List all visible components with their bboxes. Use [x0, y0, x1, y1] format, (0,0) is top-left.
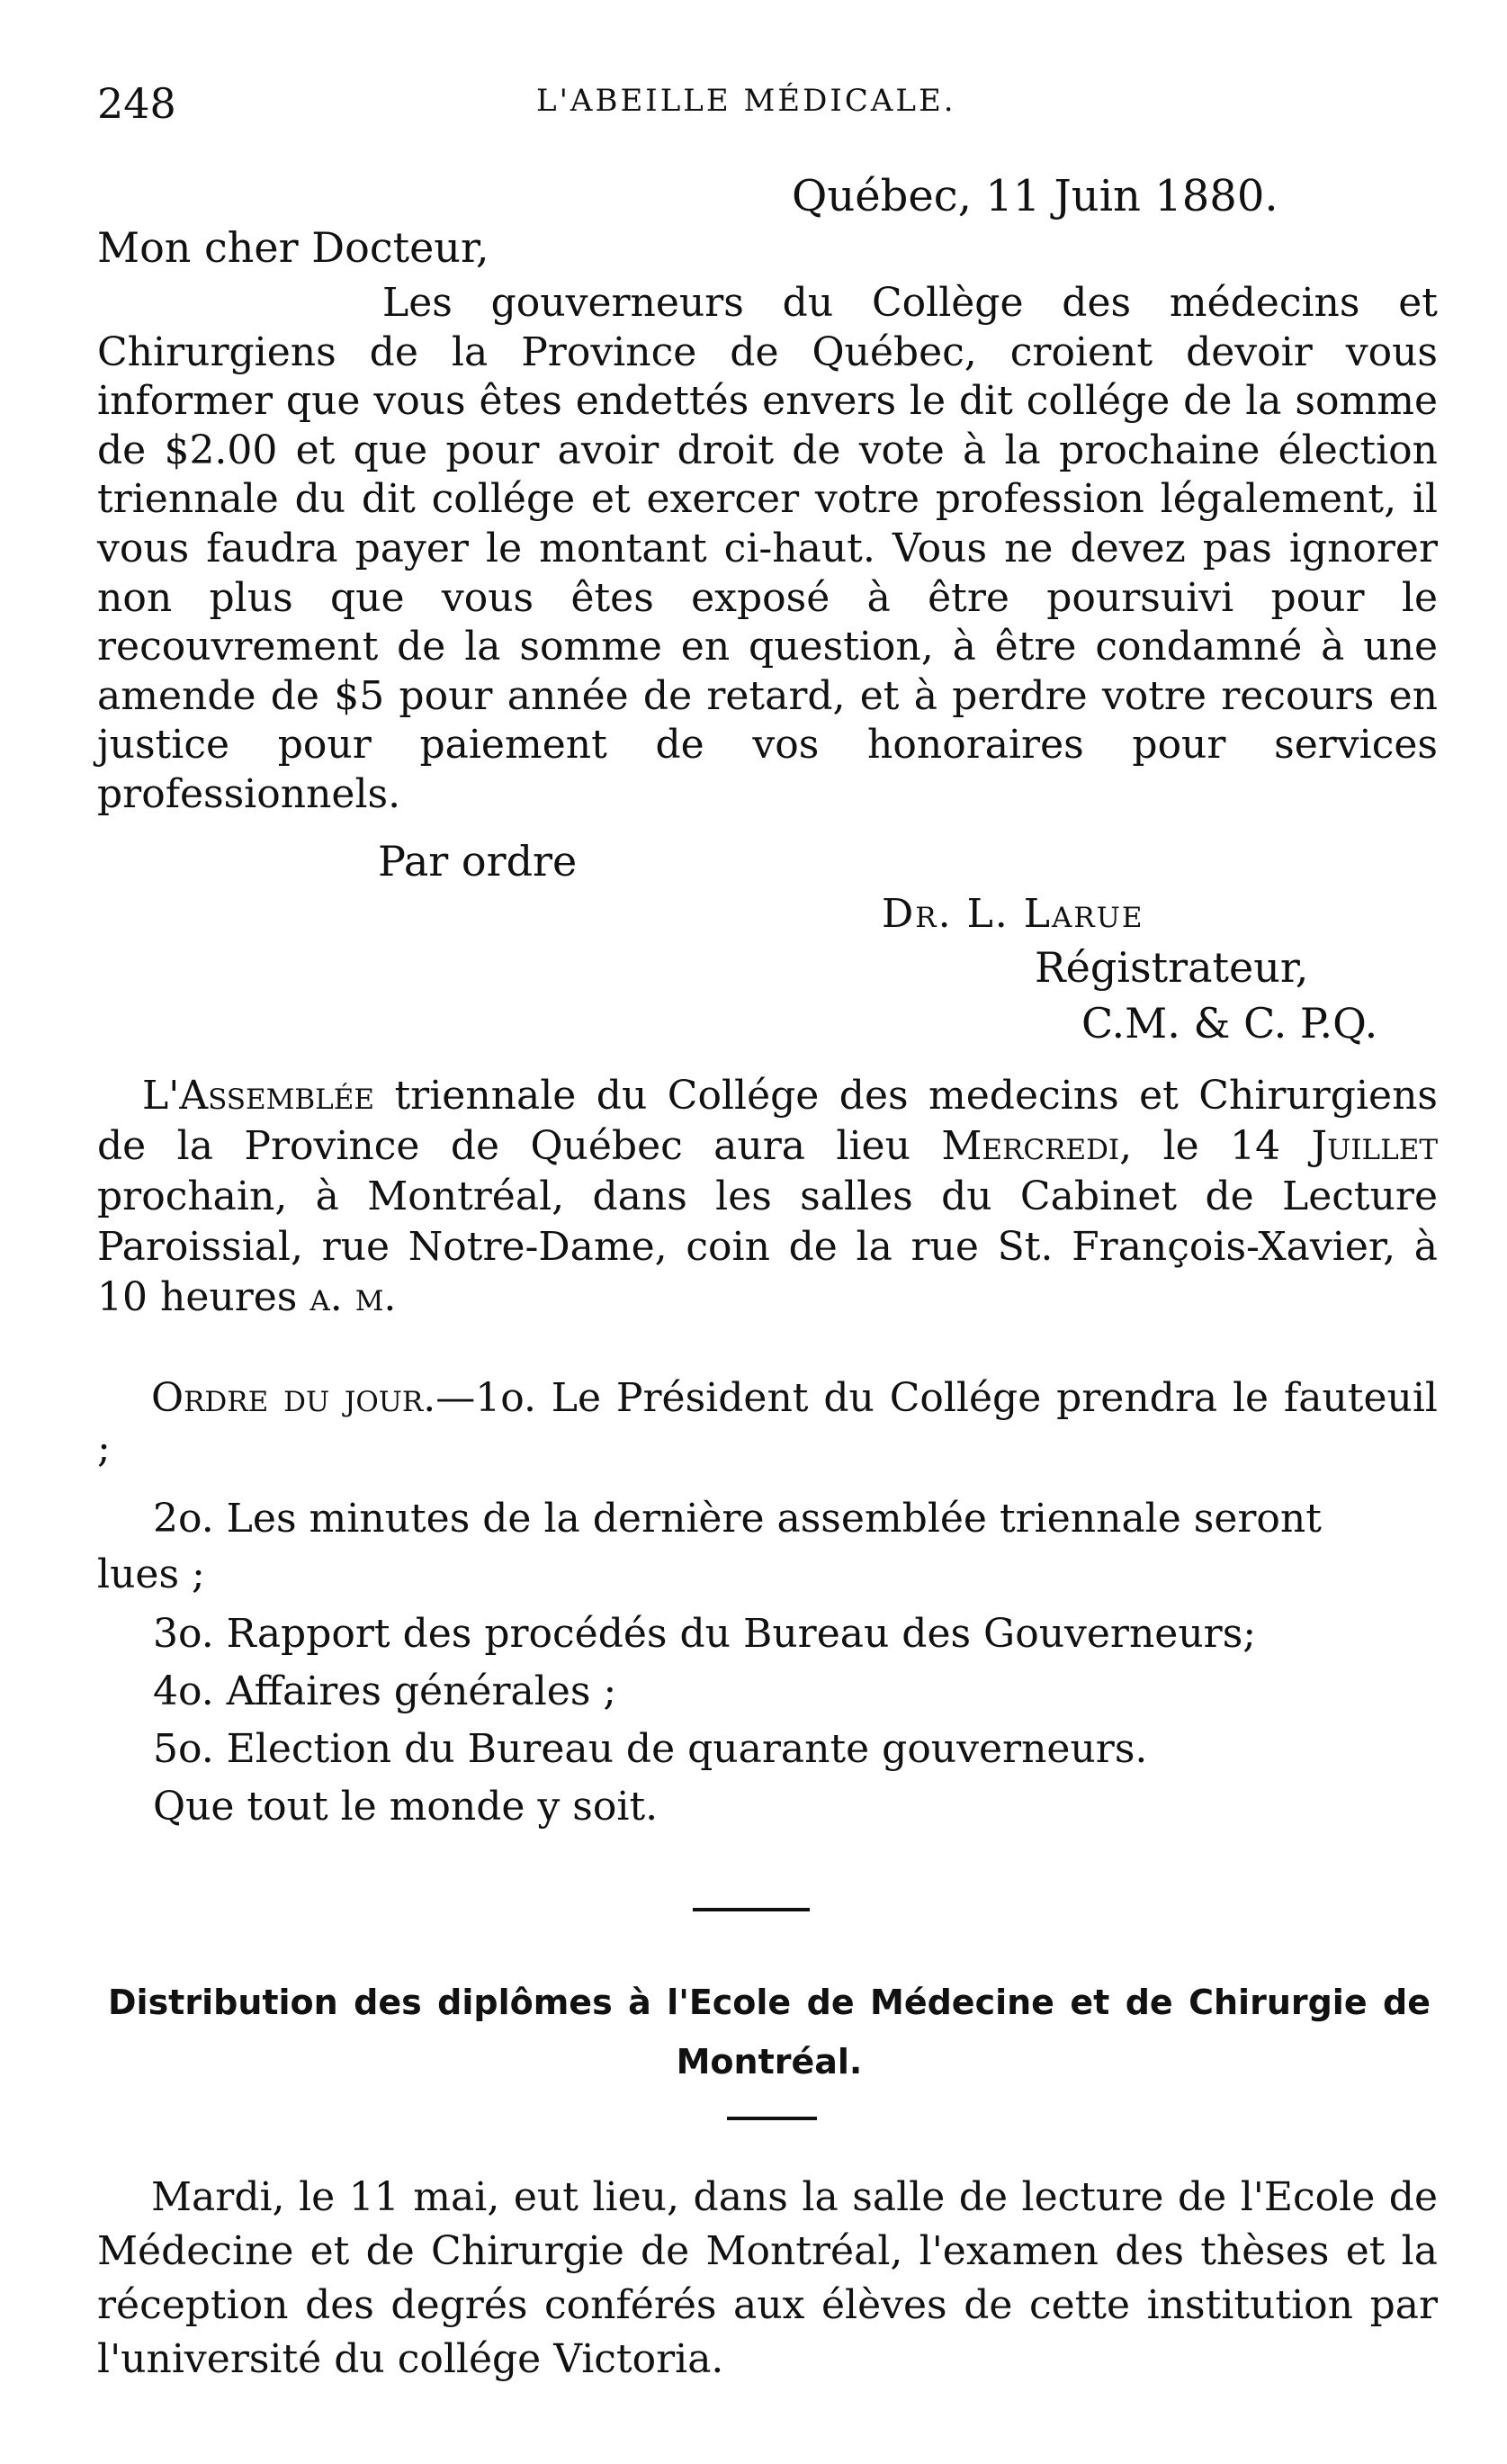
letter-body: Les gouverneurs du Collège des médecins et Chirurgiens de la Province de Québec, croient devoir vous informer que vous êtes endettés envers le dit collége de la somme de $2.00 et que pour avoir droit de vote à la prochaine élection triennale du dit collége et exercer votre profession légalement, il vous faudra payer le montant ci-haut. Vous ne devez pas ignorer non plus que vous êtes exposé à être poursuivi pour le recouvrement de la somme en question, à être condamné à une amende de $5 pour année de retard, et à perdre votre recours en justice pour paiement de vos honoraires pour services professionnels.: [97, 280, 1438, 817]
agenda-item-5: 5o. Election du Bureau de quarante gouverneurs.: [153, 1726, 1148, 1772]
agenda-heading-line: [97, 1373, 1438, 1474]
signatory-name: Dr. L. Larue: [882, 891, 1144, 937]
title-divider: [727, 2117, 817, 2120]
section-title: Distribution des diplômes à l'Ecole de Médecine et de Chirurgie de Montréal.: [108, 1983, 1431, 2082]
announcement-intro: L'Assemblée: [142, 1073, 375, 1119]
announcement-text-c: prochain, à Montréal, dans les salles du Cabinet de Lecture Paroissial, rue Notre-Dame, coin de la rue St. François-Xavier, à 10 heures: [97, 1174, 1438, 1320]
section-divider: [693, 1908, 810, 1911]
announcement-time: a. m.: [309, 1274, 397, 1320]
signatory-organization: C.M. & C. P.Q.: [1081, 999, 1378, 1048]
signatory-title: Régistrateur,: [1035, 943, 1309, 992]
page-header: [97, 79, 1438, 133]
agenda-heading: Ordre du jour: [151, 1375, 424, 1421]
agenda-item-3: 3o. Rapport des procédés du Bureau des Gouverneurs;: [153, 1611, 1257, 1657]
agenda-item-4: 4o. Affaires générales ;: [153, 1668, 617, 1714]
announcement-month: Juillet: [1311, 1123, 1439, 1169]
par-ordre: Par ordre: [378, 837, 578, 886]
agenda-item-2: 2o. Les minutes de la dernière assemblée triennale seront: [153, 1496, 1322, 1542]
announcement-text-b: , le 14: [1119, 1123, 1312, 1169]
assembly-announcement: [97, 1071, 1438, 1323]
agenda-item-1: .—1o. Le Président du Collége prendra le fauteuil ;: [97, 1375, 1438, 1471]
announcement-text-a: triennale du Collége des medecins et Chirurgiens de la Province de Québec aura lieu: [97, 1073, 1438, 1169]
letter-date: Québec, 11 Juin 1880.: [792, 171, 1278, 221]
announcement-day: Mercredi: [941, 1123, 1120, 1169]
running-title: L'ABEILLE MÉDICALE.: [536, 83, 956, 119]
letter-salutation: Mon cher Docteur,: [97, 223, 489, 272]
section-body: Mardi, le 11 mai, eut lieu, dans la salle de lecture de l'Ecole de Médecine et de Chirurgie de Montréal, l'examen des thèses et la réception des degrés conférés aux élèves de cette institution par l'université du collége Victoria.: [97, 2174, 1438, 2382]
agenda-closing: Que tout le monde y soit.: [153, 1784, 659, 1830]
page-number: 248: [97, 79, 176, 128]
agenda-item-2-continued: lues ;: [97, 1551, 205, 1597]
